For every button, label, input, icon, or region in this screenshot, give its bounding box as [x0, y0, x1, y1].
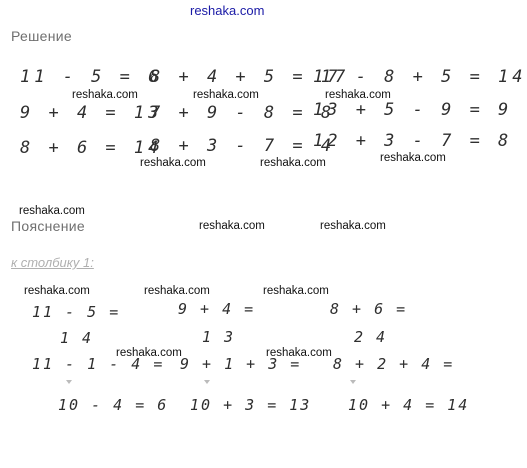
watermark: reshaka.com: [260, 157, 326, 169]
column-split: 2 4: [354, 328, 388, 346]
site-title[interactable]: reshaka.com: [190, 3, 265, 18]
watermark: reshaka.com: [199, 220, 265, 232]
solution-expression: 13 + 5 - 9 = 9: [313, 100, 513, 120]
column-expression: 8 + 6 =: [330, 300, 408, 318]
solution-expression: 12 + 3 - 7 = 8: [313, 131, 513, 151]
watermark: reshaka.com: [266, 347, 332, 359]
watermark: reshaka.com: [263, 285, 329, 297]
column-split: 1 3: [202, 328, 236, 346]
watermark: reshaka.com: [19, 205, 85, 217]
column-result: 10 + 4 = 14: [348, 396, 470, 414]
watermark: reshaka.com: [380, 152, 446, 164]
column-step: 11 - 1 - 4 =: [32, 355, 165, 373]
solution-expression: 9 + 4 = 13: [20, 103, 163, 123]
column-result: 10 - 4 = 6: [58, 396, 169, 414]
solution-expression: 17 - 8 + 5 = 14: [313, 67, 527, 87]
arrow-mark: [204, 380, 210, 384]
solution-expression: 8 + 6 = 14: [20, 138, 163, 158]
solution-expression: 7 + 9 - 8 = 8: [150, 103, 336, 123]
watermark: reshaka.com: [193, 89, 259, 101]
column-expression: 9 + 4 =: [178, 300, 256, 318]
watermark: reshaka.com: [24, 285, 90, 297]
solution-expression: 11 - 5 = 6: [20, 67, 163, 87]
watermark: reshaka.com: [325, 89, 391, 101]
watermark: reshaka.com: [140, 157, 206, 169]
watermark: reshaka.com: [72, 89, 138, 101]
watermark: reshaka.com: [116, 347, 182, 359]
explanation-heading: Пояснение: [11, 218, 85, 234]
arrow-mark: [350, 380, 356, 384]
solution-heading: Решение: [11, 28, 72, 44]
solution-expression: 8 + 4 + 5 = 17: [150, 67, 350, 87]
column-step: 8 + 2 + 4 =: [333, 355, 455, 373]
watermark: reshaka.com: [320, 220, 386, 232]
solution-expression: 8 + 3 - 7 = 4: [150, 136, 336, 156]
column-result: 10 + 3 = 13: [190, 396, 312, 414]
column-step: 9 + 1 + 3 =: [180, 355, 302, 373]
arrow-mark: [66, 380, 72, 384]
column-split: 1 4: [60, 329, 94, 347]
watermark: reshaka.com: [144, 285, 210, 297]
column-expression: 11 - 5 =: [32, 303, 121, 321]
column-note: к столбику 1:: [11, 255, 94, 270]
